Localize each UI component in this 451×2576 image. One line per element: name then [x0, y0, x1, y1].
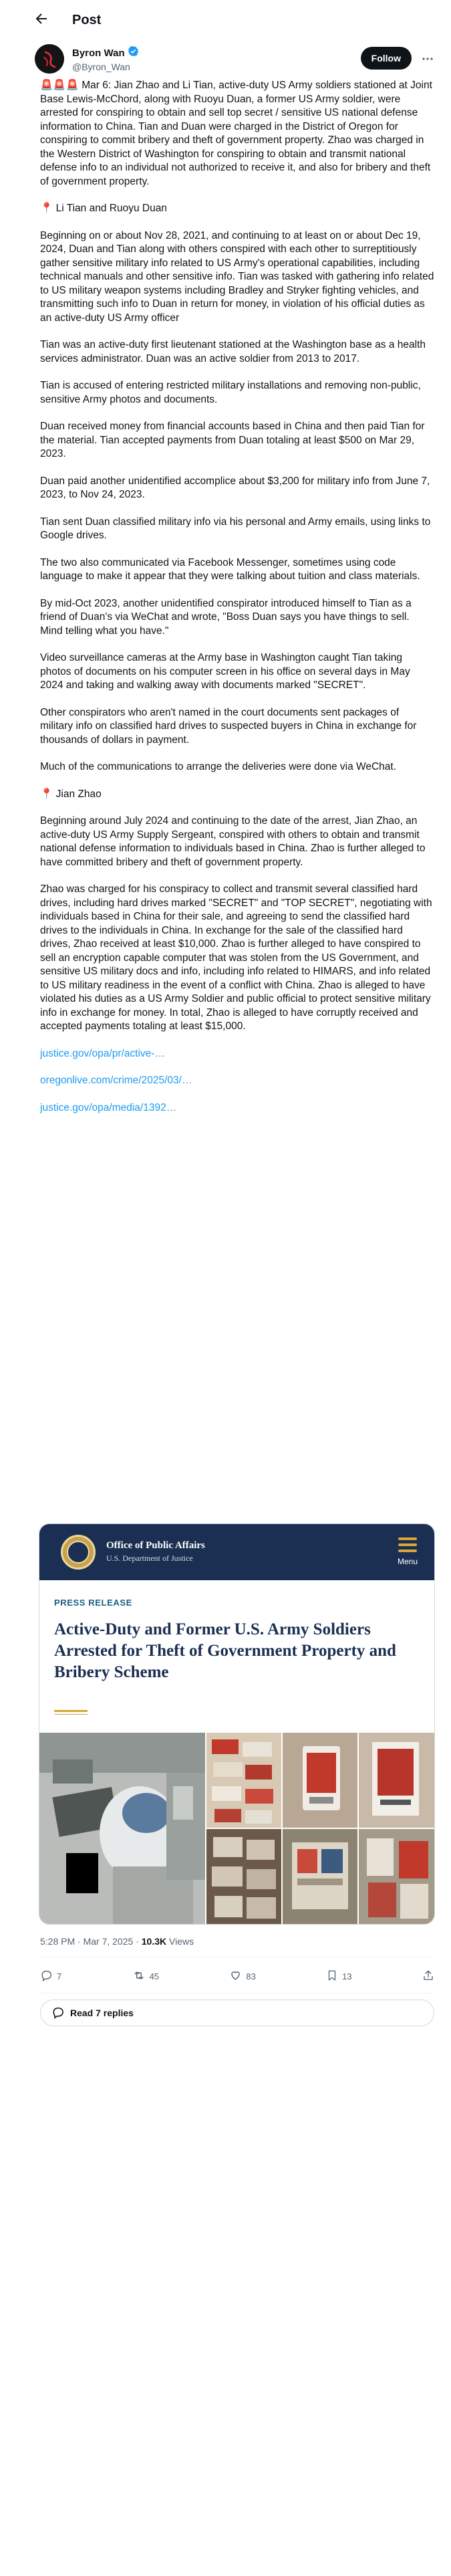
post-paragraph: Duan received money from financial accounts based in China and then paid Tian for the material. Tian accepted payments from Duan totaling at least $500 on Mar 29, 2023. [40, 421, 428, 459]
back-button[interactable] [29, 8, 53, 32]
post-paragraph: The two also communicated via Facebook Messenger, sometimes using code language to make it appear that they were talking about tuition and class materials. [40, 556, 420, 582]
hamburger-icon-bar [398, 1549, 417, 1552]
round-pushpin-icon: 📍 [40, 788, 53, 800]
post-link[interactable]: justice.gov/opa/media/1392… [40, 1101, 177, 1113]
post-link[interactable]: oregonlive.com/crime/2025/03/… [40, 1075, 192, 1086]
divider [40, 1993, 434, 1994]
read-replies-label: Read 7 replies [70, 2008, 134, 2018]
hamburger-icon-bar [398, 1543, 417, 1546]
action-bar [40, 1963, 434, 1990]
repost-button[interactable] [132, 1969, 159, 1984]
author-name[interactable]: Byron Wan [72, 47, 125, 59]
bookmark-button[interactable] [326, 1969, 351, 1983]
reply-icon [40, 1969, 53, 1983]
doj-office-title: Office of Public Affairs [106, 1540, 205, 1551]
evidence-photo [206, 1829, 281, 1925]
bookmark-icon [326, 1969, 338, 1983]
post-paragraph: Tian is accused of entering restricted military installations and removing non-public, sensitive Army photos and documents. [40, 380, 424, 405]
post-meta: 5:28 PM · Mar 7, 2025 · 10.3K Views [40, 1936, 194, 1947]
author-info [72, 45, 139, 72]
press-release-headline: Active-Duty and Former U.S. Army Soldiers Arrested for Theft of Government Property and Bribery Scheme [54, 1620, 396, 1681]
share-button[interactable] [422, 1969, 434, 1983]
avatar[interactable] [35, 44, 64, 74]
like-button[interactable] [229, 1969, 255, 1983]
bookmark-count: 13 [342, 1971, 352, 1981]
post-paragraph: Video surveillance cameras at the Army base in Washington caught Tian taking photos of documents on his computer screen in his office on several days in May 2024 and taking and walking away with documents marked "SECRET". [40, 652, 414, 691]
evidence-photo-grid [206, 1733, 435, 1925]
like-count: 83 [246, 1971, 256, 1981]
press-release-label: PRESS RELEASE [54, 1598, 132, 1608]
evidence-photo [283, 1733, 357, 1828]
verified-badge-icon [128, 45, 139, 60]
repost-icon [132, 1969, 146, 1984]
repost-count: 45 [149, 1971, 160, 1981]
arrow-left-icon [35, 12, 48, 29]
post-paragraph: Zhao was charged for his conspiracy to collect and transmit several classified hard drives, including hard drives marked "SECRET" and "TOP SECRET", negotiating with individuals based in China for their sale, and agreeing to send the classified hard drives to the individuals in China. In exchange for the sale of the classified hard drives, Zhao received at least $10,000. Zhao is further alleged to have conspired to sell an encryption capable computer that was stolen from the US Government, and sensitive US military docs and info, including info related to HIMARS, and info related to US military readiness in the event of a conflict with China. Zhao is alleged to have violated his duties as a US Army Soldier and public official to protect sensitive military info in exchange for money. In total, Zhao is alleged to have corruptly received and accepted payments totaling at least $15,000. [40, 883, 435, 1032]
section-heading: 📍 Li Tian and Ruoyu Duan [40, 203, 167, 214]
post-paragraph: By mid-Oct 2023, another unidentified conspirator introduced himself to Tian as a friend of Duan's via WeChat and wrote, "Boss Duan says you have things to sell. Mind telling what you have." [40, 597, 415, 637]
speech-bubble-icon [51, 2006, 65, 2021]
post-text [40, 79, 437, 1128]
evidence-photo [206, 1733, 281, 1828]
round-pushpin-icon: 📍 [40, 203, 53, 214]
page-title: Post [72, 12, 102, 27]
surveillance-photo [39, 1733, 205, 1925]
post-paragraph: Much of the communications to arrange the deliveries were done via WeChat. [40, 761, 397, 772]
evidence-photo [359, 1829, 435, 1925]
evidence-photo [283, 1829, 357, 1925]
follow-button[interactable]: Follow [361, 47, 412, 70]
top-bar [0, 0, 451, 40]
reply-count: 7 [57, 1971, 62, 1981]
heart-icon [229, 1969, 242, 1983]
views-label: Views [169, 1936, 194, 1947]
divider [54, 1714, 88, 1715]
post-paragraph: Beginning around July 2024 and continuing to the date of the arrest, Jian Zhao, an active-duty US Army Supply Sergeant, conspired with others to obtain and transmit national defense information to individuals based in China. Zhao is further alleged to have committed bribery and theft of government property. [40, 815, 428, 868]
author-handle[interactable]: @Byron_Wan [72, 62, 130, 72]
doj-header [39, 1524, 435, 1580]
link-preview-card[interactable] [39, 1523, 435, 1925]
menu-label: Menu [397, 1557, 418, 1566]
share-icon [422, 1969, 434, 1983]
doj-seal-icon [61, 1535, 96, 1570]
post-paragraph: Tian sent Duan classified military info via his personal and Army emails, using links to Google drives. [40, 516, 434, 541]
post-paragraph: 🚨🚨🚨 Mar 6: Jian Zhao and Li Tian, active-duty US Army soldiers stationed at Joint Base Lewis-McChord, along with Ruoyu Duan, a former US Army soldier, were arrested for conspiring to obtain and sell top secret / sensitive US national defense information to China. Tian and Duan were charged in the District of Oregon for conspiring to commit bribery and theft of government property. Zhao was charged in the Western District of Washington for conspiring to obtain and transmit national defense info to an individual not authorized to receive it, and also for bribery and theft of government property. [40, 80, 436, 187]
views-count: 10.3K [141, 1936, 167, 1947]
reply-button[interactable] [40, 1969, 61, 1983]
post-paragraph: Tian was an active-duty first lieutenant stationed at the Washington base as a health services administrator. Duan was an active soldier from 2013 to 2017. [40, 339, 429, 364]
post-paragraph: Other conspirators who aren't named in the court documents sent packages of military info on classified hard drives to suspected buyers in China in exchange for thousands of dollars in payment. [40, 706, 420, 746]
read-replies-button[interactable] [40, 2000, 434, 2026]
post-paragraph: Duan paid another unidentified accomplice about $3,200 for military info from June 7, 2023, to Nov 24, 2023. [40, 475, 433, 500]
section-heading: 📍 Jian Zhao [40, 788, 102, 800]
post-link[interactable]: justice.gov/opa/pr/active-… [40, 1047, 165, 1059]
doj-department: U.S. Department of Justice [106, 1553, 193, 1563]
divider [54, 1710, 88, 1712]
author-row [35, 43, 436, 75]
hamburger-icon [398, 1537, 417, 1540]
post-timestamp[interactable]: 5:28 PM · Mar 7, 2025 [40, 1936, 134, 1947]
menu-button[interactable] [394, 1537, 421, 1570]
more-horizontal-icon[interactable] [420, 51, 436, 67]
post-paragraph: Beginning on or about Nov 28, 2021, and continuing to at least on or about Dec 19, 2024, Duan and Tian along with others conspired with each other to surreptitiously gather sensitive military info related to US Army's operational capabilities, including technical manuals and other sensitive info. Tian was tasked with gathering info related to US military weapon systems including Bradley and Stryker fighting vehicles, and transmitting such info to Duan in return for money, in violation of his official duties as an active-duty US Army officer [40, 229, 437, 324]
evidence-photo [359, 1733, 435, 1828]
